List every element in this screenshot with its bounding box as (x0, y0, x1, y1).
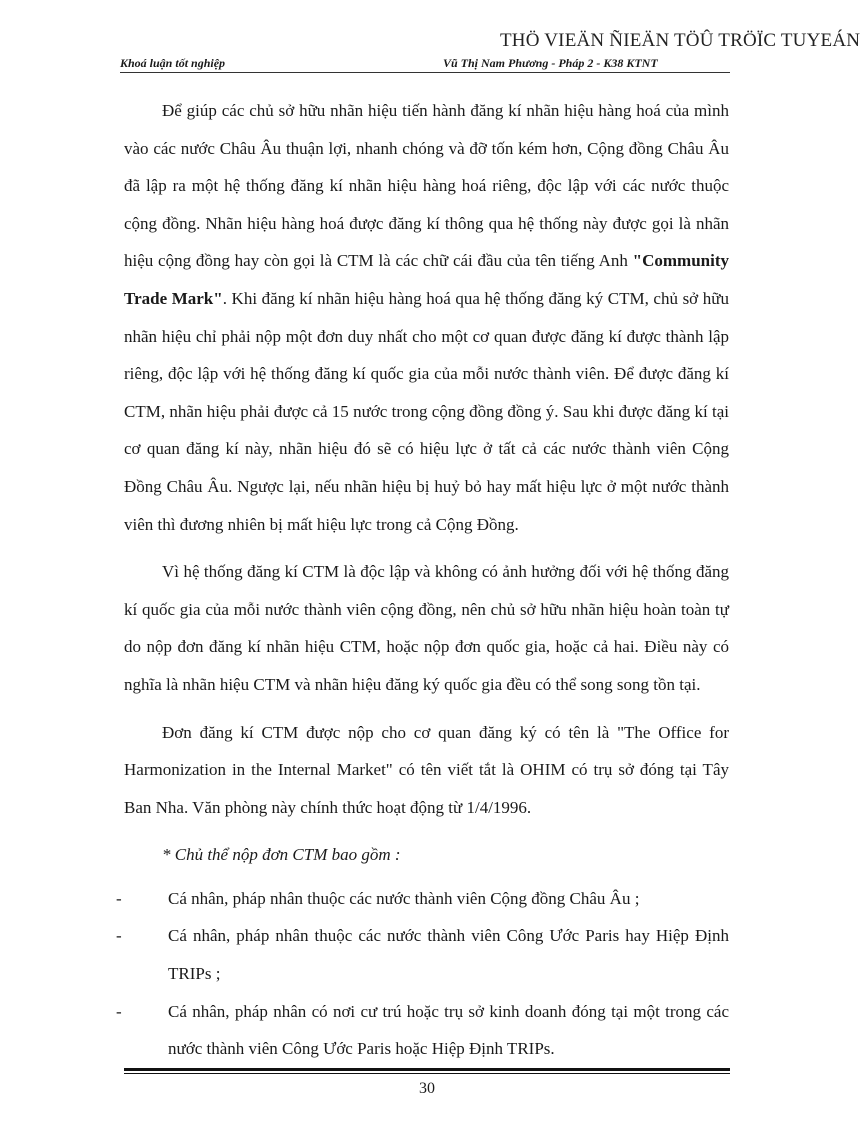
paragraph-text: Để giúp các chủ sở hữu nhãn hiệu tiến hành đăng kí nhãn hiệu hàng hoá của mình vào các nước Châu Âu thuận lợi, nhanh chóng và đỡ tốn kém hơn, Cộng đồng Châu Âu đã lập ra một hệ thống đăng kí nhãn hiệu hàng hoá riêng, độc lập với các nước thuộc cộng đồng. Nhãn hiệu hàng hoá được đăng kí thông qua hệ thống này được gọi là nhãn hiệu cộng đồng hay còn gọi là CTM là các chữ cái đầu của tên tiếng Anh (124, 101, 729, 271)
page-number: 30 (419, 1080, 435, 1097)
paragraph-ctm-independence: Vì hệ thống đăng kí CTM là độc lập và không có ảnh hưởng đối với hệ thống đăng kí quốc gia của mỗi nước thành viên cộng đồng, nên chủ sở hữu nhãn hiệu hoàn toàn tự do nộp đơn đăng kí nhãn hiệu CTM, hoặc nộp đơn quốc gia, hoặc cả hai. Điều này có nghĩa là nhãn hiệu CTM và nhãn hiệu đăng ký quốc gia đều có thể song song tồn tại. (124, 562, 729, 694)
applicant-list (116, 880, 729, 1068)
paragraph-ohim: Đơn đăng kí CTM được nộp cho cơ quan đăng ký có tên là "The Office for Harmonization in the Internal Market" có tên viết tắt là OHIM có trụ sở đóng tại Tây Ban Nha. Văn phòng này chính thức hoạt động từ 1/4/1996. (124, 722, 729, 817)
bullet-dash: - (116, 926, 122, 946)
list-item-text: Cá nhân, pháp nhân có nơi cư trú hoặc trụ sở kinh doanh đóng tại một trong các nước thành viên Công Ước Paris hoặc Hiệp Định TRIPs. (168, 1001, 729, 1059)
header-rule (120, 72, 730, 73)
list-item-text: Cá nhân, pháp nhân thuộc các nước thành viên Cộng đồng Châu Âu ; (168, 888, 640, 908)
list-item (116, 993, 729, 1068)
header-left-title: Khoá luận tốt nghiệp (120, 56, 226, 70)
list-item-text: Cá nhân, pháp nhân thuộc các nước thành viên Công Ước Paris hay Hiệp Định TRIPs ; (168, 926, 729, 984)
paragraph-ctm-intro (124, 92, 729, 543)
bullet-dash: - (116, 1001, 122, 1021)
bold-term: "Community Trade Mark" (124, 251, 729, 308)
footer-rule-thin (124, 1073, 730, 1074)
footer-rule-thick (124, 1068, 730, 1071)
list-item (116, 917, 729, 992)
watermark-text: THÖ VIEÄN ÑIEÄN TÖÛ TRÖÏC TUYEÁN (500, 30, 860, 51)
paragraph-text: . Khi đăng kí nhãn hiệu hàng hoá qua hệ thống đăng ký CTM, chủ sở hữu nhãn hiệu chỉ phải nộp một đơn duy nhất cho một cơ quan được đăng kí được thành lập riêng, độc lập với hệ thống đăng kí quốc gia của mỗi nước thành viên. Để được đăng kí CTM, nhãn hiệu phải được cả 15 nước trong cộng đồng đồng ý. Sau khi được đăng kí tại cơ quan đăng kí này, nhãn hiệu đó sẽ có hiệu lực ở tất cả các nước thành viên Cộng Đồng Châu Âu. Ngược lại, nếu nhãn hiệu bị huỷ bỏ hay mất hiệu lực ở một nước thành viên thì đương nhiên bị mất hiệu lực trong cả Cộng Đồng. (124, 288, 729, 534)
header-right-author: Vũ Thị Nam Phương - Pháp 2 - K38 KTNT (443, 56, 658, 70)
document-body (116, 92, 729, 1068)
list-item (116, 880, 729, 918)
bullet-dash: - (116, 888, 122, 908)
section-heading: * Chủ thể nộp đơn CTM bao gồm : (162, 845, 401, 865)
